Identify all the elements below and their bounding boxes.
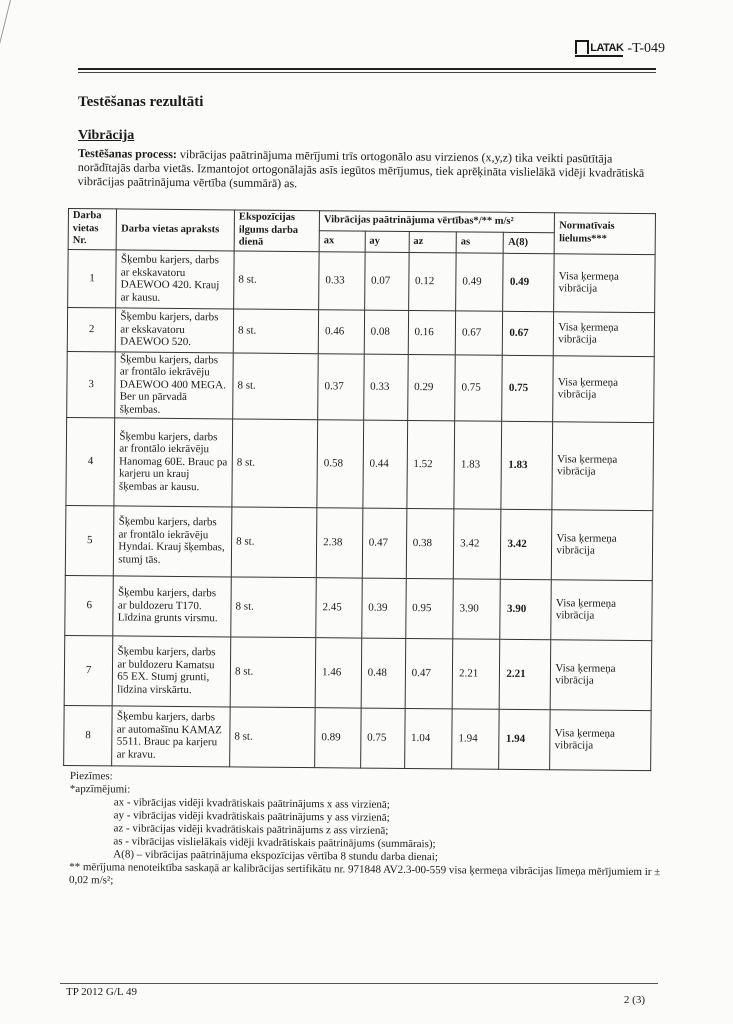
note-item: ay - vibrācijas vidēji kvadrātiskais paātrinājums y ass virzienā; [113, 809, 390, 824]
table-row [67, 307, 654, 356]
cell-ax: 2.45 [316, 577, 362, 637]
cell-description: Šķembu karjers, darbs ar frontālo iekrāvēju Hyndai. Krauj šķembas, stumj tās. [114, 505, 232, 576]
cell-exposure: 8 st. [232, 418, 318, 507]
cell-as: 2.21 [452, 638, 500, 708]
header-description: Darba vietas apraksts [117, 209, 235, 251]
cell-nr: 4 [66, 417, 115, 505]
note-item: as - vibrācijas vislielākais vidēji kvadrātiskais paātrinājums (summārais); [113, 835, 436, 851]
cell-description: Šķembu karjers, darbs ar frontālo iekrāvēju DAEWOO 400 MEGA. Ber un pārvadā šķembas. [115, 351, 233, 418]
header-nr: Darba vietas Nr. [68, 209, 117, 250]
cell-as: 1.94 [452, 708, 500, 768]
cell-nr: 5 [65, 505, 114, 575]
cell-description: Šķembu karjers, darbs ar buldozeru T170. Līdzina grunts virsmu. [113, 575, 231, 636]
cell-ax: 0.89 [315, 707, 361, 767]
table-row [65, 575, 653, 640]
cell-exposure: 8 st. [234, 250, 320, 309]
cell-norm: Visa ķermeņa vibrācija [551, 579, 652, 640]
cell-ax: 1.46 [315, 637, 361, 707]
section-intro [78, 146, 668, 194]
cell-ay: 0.75 [360, 708, 404, 768]
cell-norm: Visa ķermeņa vibrācija [551, 639, 652, 710]
cell-nr: 2 [67, 307, 116, 351]
cell-description: Šķembu karjers, darbs ar ekskavatoru DAEWOO 520. [116, 307, 234, 352]
table-row [66, 417, 654, 510]
cell-az: 1.04 [404, 708, 452, 768]
cell-ay: 0.44 [363, 420, 408, 508]
header-rule-thin [78, 72, 656, 73]
cell-exposure: 8 st. [233, 308, 318, 353]
cell-as: 3.90 [453, 578, 501, 638]
cell-nr: 6 [65, 575, 114, 635]
cell-ax: 0.33 [319, 251, 365, 309]
table-row [68, 249, 655, 312]
section-title: Vibrācija [78, 128, 135, 143]
header-vibration-group: Vibrācijas paātrinājuma vērtības*/** m/s² [319, 211, 555, 233]
note-item: az - vibrācijas vidēji kvadrātiskais paātrinājums z ass virzienā; [113, 822, 389, 837]
cell-ay: 0.48 [361, 638, 406, 708]
intro-text: vibrācijas paātrinājuma mērījumi trīs ortogonālo asu virzienos (x,y,z) tika veikti pasūtītāja norādītajās darba vietās. Izmantojot ortogonālajās asīs iegūtos mērījumus, tiek aprēķināta vislielākā vidēji kvadrātiskā vibrācijas paātrinājuma vērtība (summārā) as. [77, 147, 645, 191]
cell-az: 0.38 [406, 508, 454, 578]
header-norm: Normatīvais lielums*** [554, 213, 655, 254]
scan-artifact-line [0, 0, 11, 70]
note-item: A(8) – vibrācijas paātrinājuma ekspozīcijas vērtība 8 stundu darba dienai; [113, 848, 439, 864]
cell-az: 0.16 [408, 310, 456, 354]
cell-as: 0.49 [456, 252, 504, 310]
cell-a8: 0.49 [503, 253, 554, 311]
cell-norm: Visa ķermeņa vibrācija [554, 253, 655, 312]
cell-exposure: 8 st. [230, 706, 316, 767]
cell-norm: Visa ķermeņa vibrācija [550, 709, 651, 770]
cell-ax: 0.58 [317, 419, 363, 507]
cell-nr: 3 [67, 351, 116, 417]
cell-ax: 0.37 [318, 353, 364, 419]
cell-a8: 1.94 [499, 709, 550, 769]
footer-rule [60, 983, 658, 984]
document-code: -T-049 [627, 40, 665, 56]
cell-az: 1.52 [407, 420, 455, 508]
cell-ay: 0.47 [362, 508, 407, 578]
cell-a8: 3.90 [500, 579, 551, 639]
page-title: Testēšanas rezultāti [78, 94, 204, 110]
cell-az: 0.95 [405, 578, 453, 638]
intro-label: Testēšanas process: [77, 146, 178, 162]
cell-nr: 7 [64, 635, 113, 705]
header-ax: ax [319, 231, 365, 252]
cell-nr: 1 [68, 249, 117, 307]
cell-az: 0.47 [405, 638, 453, 708]
cell-a8: 3.42 [501, 509, 552, 579]
results-table [63, 208, 656, 771]
cell-exposure: 8 st. [231, 576, 317, 637]
logo-text: LATAK [590, 42, 624, 54]
document-header [575, 40, 665, 57]
cell-norm: Visa ķermeņa vibrācija [552, 509, 653, 580]
notes-subtitle: *apzīmējumi: [69, 782, 131, 796]
cell-az: 0.29 [407, 354, 455, 420]
cell-a8: 2.21 [500, 639, 551, 709]
cell-ay: 0.08 [364, 310, 408, 354]
cell-norm: Visa ķermeņa vibrācija [552, 421, 653, 510]
cell-description: Šķembu karjers, darbs ar frontālo iekrāvēju Hanomag 60E. Brauc pa karjeru un krauj šķembas ar kausu. [114, 417, 232, 506]
cell-norm: Visa ķermeņa vibrācija [553, 355, 654, 422]
header-ay: ay [365, 231, 409, 252]
table-row [64, 705, 652, 770]
cell-description: Šķembu karjers, darbs ar ekskavatoru DAEWOO 420. Krauj ar kausu. [116, 249, 234, 308]
cell-ay: 0.39 [361, 578, 405, 638]
cell-as: 0.67 [455, 310, 503, 354]
footer-doc-ref: TP 2012 G/L 49 [66, 986, 137, 998]
table-row [65, 505, 653, 580]
notes-footnote: ** mērījuma nenoteiktība saskaņā ar kalibrācijas sertifikātu nr. 971848 AV2.3-00-559 visa ķermeņa vibrācijas līmeņa mērījumiem ir ± 0,02 m/s²; [68, 860, 661, 887]
cell-a8: 0.67 [503, 311, 554, 355]
notes-title: Piezīmes: [69, 770, 113, 783]
cell-as: 1.83 [454, 420, 502, 508]
cell-a8: 0.75 [502, 355, 553, 421]
logo-mark-icon [575, 40, 589, 54]
table-row [64, 635, 652, 710]
cell-az: 0.12 [408, 252, 456, 310]
cell-description: Šķembu karjers, darbs ar buldozeru Kamatsu 65 EX. Stumj grunti, līdzina virskārtu. [113, 635, 231, 706]
cell-description: Šķembu karjers, darbs ar automašīnu KAMAZ 5511. Brauc pa karjeru ar kravu. [112, 705, 230, 766]
table-row [67, 351, 655, 422]
cell-norm: Visa ķermeņa vibrācija [554, 311, 655, 356]
notes-section [69, 770, 670, 892]
cell-exposure: 8 st. [233, 352, 319, 419]
header-exposure: Ekspozīcijas ilgums darba dienā [234, 210, 319, 251]
cell-ax: 0.46 [318, 309, 364, 353]
cell-nr: 8 [64, 705, 113, 765]
header-as: as [456, 232, 504, 253]
page-number: 2 (3) [623, 994, 645, 1006]
header-a8: A(8) [504, 233, 555, 254]
cell-exposure: 8 st. [230, 636, 316, 707]
cell-ax: 2.38 [316, 507, 362, 577]
cell-ay: 0.07 [364, 252, 408, 310]
header-az: az [409, 232, 457, 253]
cell-as: 0.75 [455, 354, 503, 420]
cell-ay: 0.33 [363, 354, 408, 420]
cell-a8: 1.83 [501, 421, 553, 509]
note-item: ax - vibrācijas vidēji kvadrātiskais paātrinājums x ass virzienā; [113, 796, 390, 811]
cell-exposure: 8 st. [231, 506, 317, 577]
cell-as: 3.42 [453, 508, 501, 578]
header-rule [78, 68, 656, 70]
company-logo [575, 40, 623, 57]
